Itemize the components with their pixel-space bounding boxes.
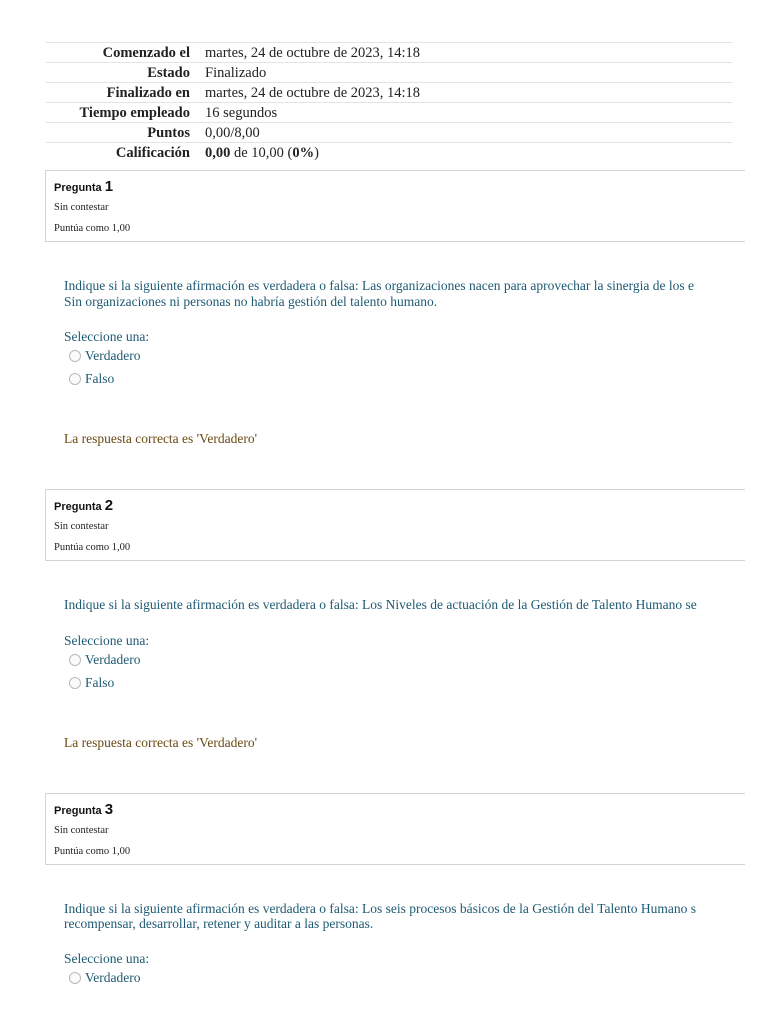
summary-value: 0,00/8,00 — [205, 123, 732, 143]
summary-row-finished — [46, 83, 732, 103]
question-grade: Puntúa como 1,00 — [54, 846, 131, 857]
grade-percent: 0% — [292, 144, 315, 161]
right-answer: La respuesta correcta es 'Verdadero' — [64, 431, 258, 446]
summary-label: Tiempo empleado — [46, 103, 205, 123]
summary-value: 16 segundos — [205, 103, 732, 123]
option-label: Falso — [85, 675, 115, 690]
summary-label: Puntos — [46, 123, 205, 143]
summary-value — [205, 143, 732, 163]
answer-option-verdadero[interactable] — [69, 970, 140, 986]
question-text: Indique si la siguiente afirmación es verdadera o falsa: Las organizaciones nacen para aprovechar la sinergia de los e — [64, 278, 694, 293]
attempt-summary-table — [46, 42, 732, 162]
question-state: Sin contestar — [54, 202, 109, 213]
radio-button[interactable] — [69, 373, 81, 385]
question-info-1 — [45, 170, 745, 242]
option-label: Verdadero — [85, 652, 141, 667]
question-state: Sin contestar — [54, 825, 109, 836]
question-text: recompensar, desarrollar, retener y auditar a las personas. — [64, 916, 374, 931]
answer-prompt: Seleccione una: — [64, 951, 150, 966]
question-grade: Puntúa como 1,00 — [54, 223, 131, 234]
option-label: Falso — [85, 371, 115, 386]
question-info-2 — [45, 489, 745, 561]
answer-option-falso[interactable] — [69, 675, 114, 691]
question-text: Indique si la siguiente afirmación es verdadera o falsa: Los seis procesos básicos de la Gestión del Talento Humano s — [64, 901, 697, 916]
answer-prompt: Seleccione una: — [64, 329, 150, 344]
summary-row-points — [46, 123, 732, 143]
answer-option-verdadero[interactable] — [69, 348, 140, 364]
question-label: Pregunta — [54, 501, 102, 513]
option-label: Verdadero — [85, 348, 141, 363]
question-text: Sin organizaciones ni personas no habría gestión del talento humano. — [64, 294, 438, 309]
question-number — [54, 178, 113, 195]
summary-row-time — [46, 103, 732, 123]
radio-button[interactable] — [69, 654, 81, 666]
summary-row-grade — [46, 143, 732, 163]
summary-row-state — [46, 63, 732, 83]
answer-prompt: Seleccione una: — [64, 633, 150, 648]
answer-option-falso[interactable] — [69, 371, 114, 387]
option-label: Verdadero — [85, 970, 141, 985]
summary-label: Finalizado en — [46, 83, 205, 103]
question-state: Sin contestar — [54, 521, 109, 532]
question-number — [54, 497, 113, 514]
question-text: Indique si la siguiente afirmación es verdadera o falsa: Los Niveles de actuación de la Gestión de Talento Humano se — [64, 597, 697, 612]
question-num: 1 — [104, 178, 114, 195]
summary-label: Comenzado el — [46, 43, 205, 63]
summary-value: martes, 24 de octubre de 2023, 14:18 — [205, 43, 732, 63]
radio-button[interactable] — [69, 677, 81, 689]
right-answer: La respuesta correcta es 'Verdadero' — [64, 735, 258, 750]
summary-row-started — [46, 43, 732, 63]
question-number — [54, 801, 113, 818]
question-info-3 — [45, 793, 745, 865]
summary-value: martes, 24 de octubre de 2023, 14:18 — [205, 83, 732, 103]
question-grade: Puntúa como 1,00 — [54, 542, 131, 553]
grade-out-of: de 10,00 ( — [230, 144, 293, 161]
summary-value: Finalizado — [205, 63, 732, 83]
question-label: Pregunta — [54, 805, 102, 817]
radio-button[interactable] — [69, 972, 81, 984]
answer-option-verdadero[interactable] — [69, 652, 140, 668]
radio-button[interactable] — [69, 350, 81, 362]
grade-score: 0,00 — [205, 144, 231, 161]
summary-label: Calificación — [46, 143, 205, 163]
question-num: 3 — [104, 801, 114, 818]
grade-close: ) — [314, 144, 319, 161]
summary-label: Estado — [46, 63, 205, 83]
question-num: 2 — [104, 497, 114, 514]
question-label: Pregunta — [54, 182, 102, 194]
